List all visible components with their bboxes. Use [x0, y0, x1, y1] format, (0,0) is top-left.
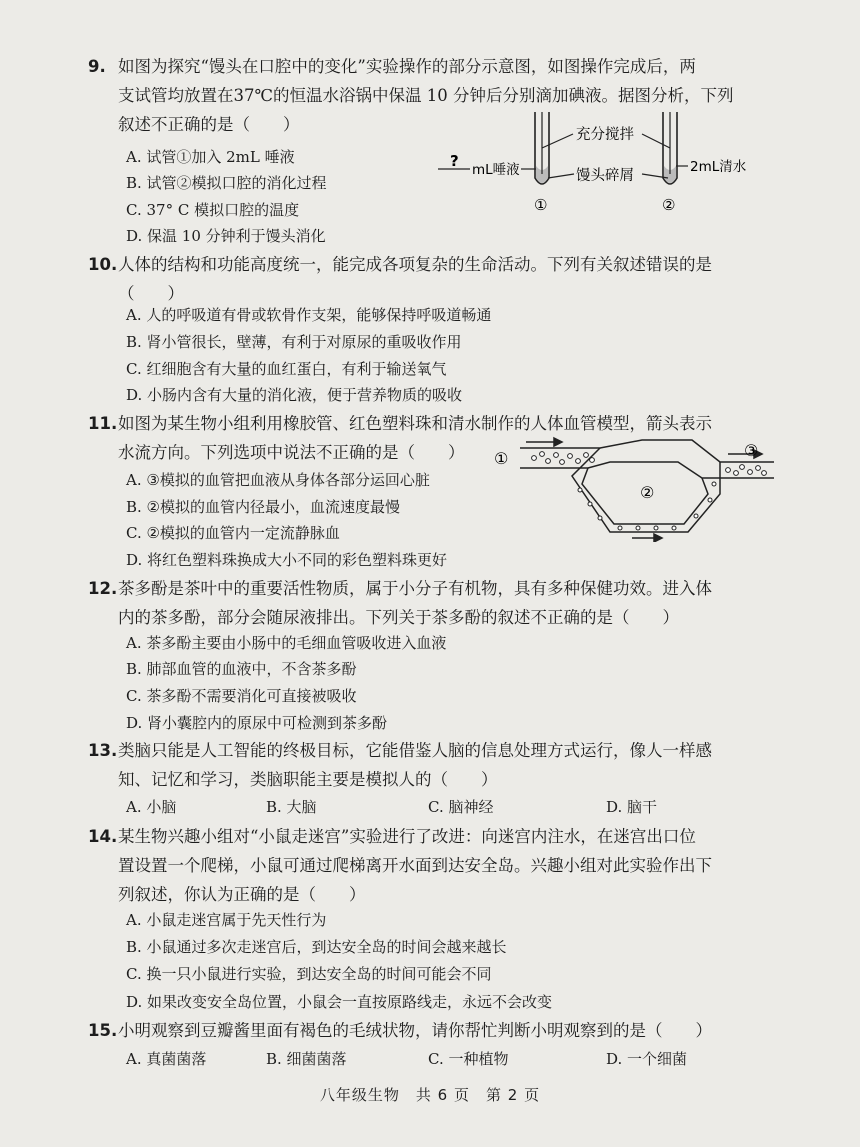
vessel-label-2: ②: [640, 483, 655, 502]
question-stem: 列叙述，你认为正确的是（ ）: [118, 885, 366, 904]
question-number: 12.: [88, 579, 118, 598]
option-c: C. 红细胞含有大量的血红蛋白，有利于输送氧气: [126, 360, 447, 378]
option-c: C. 37° C 模拟口腔的温度: [126, 201, 300, 219]
question-stem: 水流方向。下列选项中说法不正确的是（ ）: [118, 443, 465, 462]
question-14: [88, 822, 788, 909]
option-a: A. 人的呼吸道有骨或软骨作支架，能够保持呼吸道畅通: [126, 306, 492, 324]
question-number: 15.: [88, 1021, 118, 1040]
question-stem: 置设置一个爬梯，小鼠可通过爬梯离开水面到达安全岛。兴趣小组对此实验作出下: [118, 856, 712, 875]
question-stem: 如图为某生物小组利用橡胶管、红色塑料珠和清水制作的人体血管模型，箭头表示: [118, 414, 712, 433]
figure-label-stir: 充分搅拌: [576, 127, 634, 143]
question-stem: 某生物兴趣小组对“小鼠走迷宫”实验进行了改进：向迷宫内注水，在迷宫出口位: [118, 827, 696, 846]
option-b: B. ②模拟的血管内径最小，血流速度最慢: [126, 498, 401, 516]
blood-vessel-model-figure: [492, 432, 782, 542]
question-stem: 内的茶多酚，部分会随尿液排出。下列关于茶多酚的叙述不正确的是（ ）: [118, 608, 679, 627]
question-13: [88, 736, 788, 794]
option-d: D. 如果改变安全岛位置，小鼠会一直按原路线走，永远不会改变: [126, 993, 553, 1011]
option-a: A. 小脑: [126, 798, 177, 816]
option-a: A. 真菌菌落: [126, 1050, 207, 1068]
page-footer: 八年级生物 共 6 页 第 2 页: [319, 1086, 541, 1104]
option-b: B. 肾小管很长，壁薄，有利于对原尿的重吸收作用: [126, 333, 462, 351]
tube-label-1: ①: [534, 196, 548, 214]
option-d: D. 脑干: [606, 798, 658, 816]
question-number: 9.: [88, 57, 106, 76]
option-b: B. 小鼠通过多次走迷宫后，到达安全岛的时间会越来越长: [126, 938, 507, 956]
option-c: C. 换一只小鼠进行实验，到达安全岛的时间可能会不同: [126, 965, 492, 983]
option-b: B. 肺部血管的血液中，不含茶多酚: [126, 660, 357, 678]
question-stem: 小明观察到豆瓣酱里面有褐色的毛绒状物，请你帮忙判断小明观察到的是（ ）: [118, 1021, 712, 1040]
option-a: A. ③模拟的血管把血液从身体各部分运回心脏: [126, 471, 430, 489]
figure-label-saliva: mL唾液: [472, 162, 520, 178]
option-b: B. 大脑: [266, 798, 317, 816]
question-10: [88, 250, 788, 308]
question-stem: 茶多酚是茶叶中的重要活性物质，属于小分子有机物，具有多种保健功效。进入体: [118, 579, 712, 598]
option-d: D. 肾小囊腔内的原尿中可检测到茶多酚: [126, 714, 388, 732]
vessel-label-1: ①: [494, 449, 509, 468]
option-c: C. 脑神经: [428, 798, 494, 816]
question-stem: （ ）: [118, 284, 184, 303]
option-c: C. 一种植物: [428, 1050, 509, 1068]
figure-label-water: 2mL清水: [690, 159, 747, 175]
vessel-label-3: ③: [744, 441, 759, 460]
question-stem: 支试管均放置在37℃的恒温水浴锅中保温 10 分钟后分别滴加碘液。据图分析，下列: [118, 86, 734, 105]
option-d: D. 保温 10 分钟利于馒头消化: [126, 227, 326, 245]
option-c: C. 茶多酚不需要消化可直接被吸收: [126, 687, 357, 705]
question-stem: 类脑只能是人工智能的终极目标，它能借鉴人脑的信息处理方式运行，像人一样感: [118, 741, 712, 760]
option-a: A. 试管①加入 2mL 唾液: [126, 148, 295, 166]
figure-label-question-mark: ?: [450, 152, 459, 170]
option-a: A. 茶多酚主要由小肠中的毛细血管吸收进入血液: [126, 634, 447, 652]
option-b: B. 试管②模拟口腔的消化过程: [126, 174, 327, 192]
option-d: D. 将红色塑料珠换成大小不同的彩色塑料珠更好: [126, 551, 448, 569]
option-c: C. ②模拟的血管内一定流静脉血: [126, 524, 340, 542]
tube-label-2: ②: [662, 196, 676, 214]
option-d: D. 一个细菌: [606, 1050, 688, 1068]
question-stem: 如图为探究“馒头在口腔中的变化”实验操作的部分示意图，如图操作完成后，两: [118, 57, 696, 76]
question-number: 10.: [88, 255, 118, 274]
question-15: [88, 1016, 788, 1045]
test-tube-figure: [430, 108, 760, 218]
question-12: [88, 574, 788, 632]
option-a: A. 小鼠走迷宫属于先天性行为: [126, 911, 327, 929]
question-stem: 知、记忆和学习，类脑职能主要是模拟人的（ ）: [118, 770, 498, 789]
figure-label-crumbs: 馒头碎屑: [576, 168, 634, 184]
question-number: 13.: [88, 741, 118, 760]
question-number: 11.: [88, 414, 118, 433]
question-number: 14.: [88, 827, 118, 846]
question-stem: 叙述不正确的是（ ）: [118, 115, 300, 134]
option-b: B. 细菌菌落: [266, 1050, 347, 1068]
question-stem: 人体的结构和功能高度统一，能完成各项复杂的生命活动。下列有关叙述错误的是: [118, 255, 712, 274]
option-d: D. 小肠内含有大量的消化液，便于营养物质的吸收: [126, 386, 463, 404]
